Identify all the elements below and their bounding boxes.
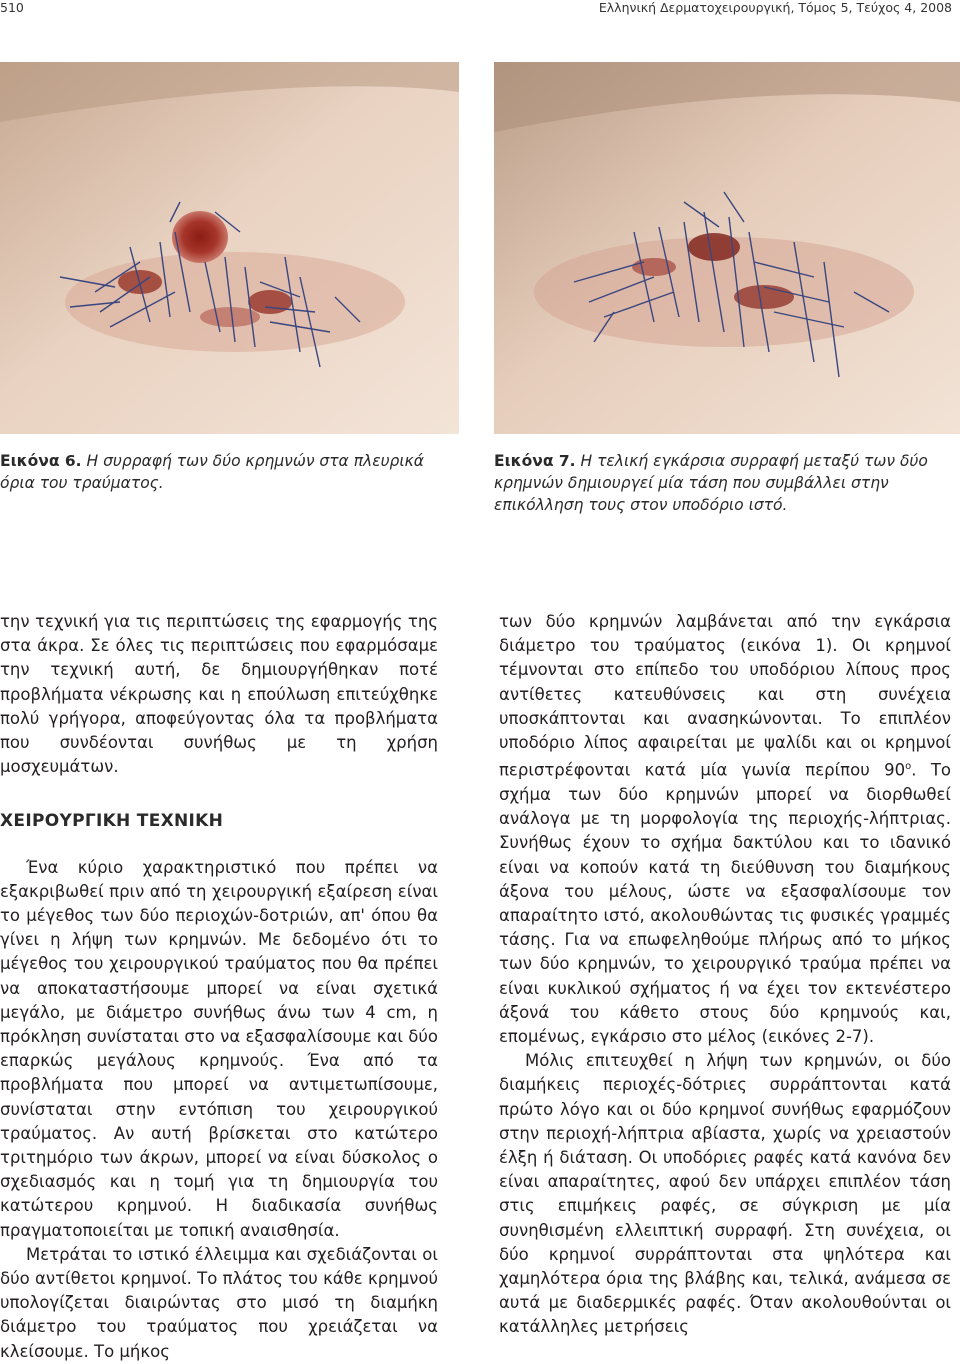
- left-paragraph-3: Μετράται το ιστικό έλλειμμα και σχεδιάζονται οι δύο αντίθετοι κρημνοί. Το πλάτος του κάθε κρημνού υπολογίζεται διαιρώντας στο μισό τη διαμήκη διάμετρο του τραύματος που χρειάζεται να κλείσουμε. Το μήκος: [0, 1244, 438, 1361]
- left-column: [0, 610, 438, 1364]
- figure-7-photo: [494, 62, 960, 434]
- right-paragraph-1-part-a: των δύο κρημνών λαμβάνεται από την εγκάρσια διάμετρο του τραύματος (εικόνα 1). Οι κρημνοί τέμνονται στο επίπεδο του υποδόριου λίπους προς αντίθετες κατευθύνσεις και στη συνέχεια υποσκάπτονται και ανασηκώνονται. Το επιπλέον υποδόριο λίπος αφαιρείται με ψαλίδι και οι κρημνοί περιστρέφονται κατά μία γωνία περίπου 90: [499, 612, 951, 780]
- figure-7-text: Η τελική εγκάρσια συρραφή μεταξύ των δύο κρημνών δημιουργεί μία τάση που συμβάλλει στην επικόλληση τους στον υποδόριο ιστό.: [494, 452, 928, 514]
- degree-superscript: ο: [905, 761, 912, 773]
- right-paragraph-1: [499, 610, 951, 1049]
- section-heading: ΧΕΙΡΟΥΡΓΙΚΗ ΤΕΧΝΙΚΗ: [0, 811, 224, 832]
- wound-area: [172, 211, 228, 263]
- figure-6-label: Εικόνα 6.: [0, 452, 82, 470]
- right-paragraph-2: Μόλις επιτευχθεί η λήψη των κρημνών, οι δύο διαμήκεις περιοχές-δότριες συρράπτονται κατά πρώτο λόγο και οι δύο κρημνοί συνήθως εφαρμόζουν στην περιοχή-λήπτρια αβίαστα, χωρίς να χρειαστούν έλξη ή διάταση. Οι υποδόριες ραφές κατά κανόνα δεν είναι απαραίτητες, αφού δεν υπάρχει επιπλέον τάση στις επιμήκεις ραφές, σε σύγκριση με μία συνηθισμένη ελλειπτική συρραφή. Στη συνέχεια, οι δύο κρημνοί συρράπτονται στα ψηλότερα και χαμηλότερα όρια της βλάβης και, τελικά, ανάμεσα σε αυτά με διαδερμικές ραφές. Όταν ακολουθούνται οι κατάλληλες μετρήσεις: [499, 1051, 951, 1337]
- figure-7-label: Εικόνα 7.: [494, 452, 576, 470]
- left-paragraph-2: Ένα κύριο χαρακτηριστικό που πρέπει να εξακριβωθεί πριν από τη χειρουργική εξαίρεση είναι το μέγεθος των δύο περιοχών-δοτριών, απ' όπου θα γίνει η λήψη των κρημνών. Με δεδομένο ότι το μέγεθος του χειρουργικού τραύματος που θα πρέπει να αποκαταστήσουμε μπορεί να είναι σχετικά μεγάλο, με διάμετρο συνήθως άνω των 4 cm, η πρόκληση συνίσταται στο να εξασφαλίσουμε και δύο επαρκώς μεγάλους κρημνούς. Ένα από τα προβλήματα που μπορεί να αντιμετωπίσουμε, συνίσταται στην εντόπιση του χειρουργικού τραύματος. Αν αυτή βρίσκεται στο κατώτερο τριτημόριο των άκρων, μπορεί να είναι δύσκολος ο σχεδιασμός και η τομή για τη δημιουργία του κατώτερου κρημνού. Η διαδικασία συνήθως πραγματοποιείται με τοπική αναισθησία.: [0, 857, 438, 1240]
- figure-6-photo: [0, 62, 459, 434]
- right-paragraph-1-part-b: . Το σχήμα των δύο κρημνών μπορεί να διορθωθεί ανάλογα με τη μορφολογία της περιοχής-λήπτριας. Συνήθως έχουν το σχήμα δακτύλου και το ιδανικό είναι να κοπούν κατά τη διεύθυνση του διαμήκους άξονα του μέλους, ώστε να εξασφαλίσουμε τον απαραίτητο ιστό, ακολουθώντας τις φυσικές γραμμές τάσης. Για να επωφεληθούμε πλήρως από το μήκος των δύο κρημνών, το χειρουργικό τραύμα πρέπει να είναι κυκλικού σχήματος ή να έχει τον εκτενέστερο άξονά του κάθετο στους δύο κρημνούς και, επομένως, εγκάρσιο στο μέλος (εικόνες 2-7).: [499, 760, 951, 1046]
- figure-6-caption: [0, 450, 460, 494]
- left-paragraph-1: την τεχνική για τις περιπτώσεις της εφαρμογής της στα άκρα. Σε όλες τις περιπτώσεις που εφαρμόσαμε την τεχνική αυτή, δε δημιουργήθηκαν ποτέ προβλήματα νέκρωσης και η επούλωση επιτεύχθηκε πολύ γρήγορα, αποφεύγοντας όλα τα προβλήματα που συνδέονται συνήθως με τη χρήση μοσχευμάτων.: [0, 612, 438, 777]
- figure-7-caption: [494, 450, 960, 516]
- journal-title: Ελληνική Δερματοχειρουργική, Τόμος 5, Τεύχος 4, 2008: [598, 0, 952, 15]
- right-column: [499, 610, 951, 1340]
- figure-6-text: Η συρραφή των δύο κρημνών στα πλευρικά όρια του τραύματος.: [0, 452, 424, 492]
- page-number: 510: [0, 0, 24, 15]
